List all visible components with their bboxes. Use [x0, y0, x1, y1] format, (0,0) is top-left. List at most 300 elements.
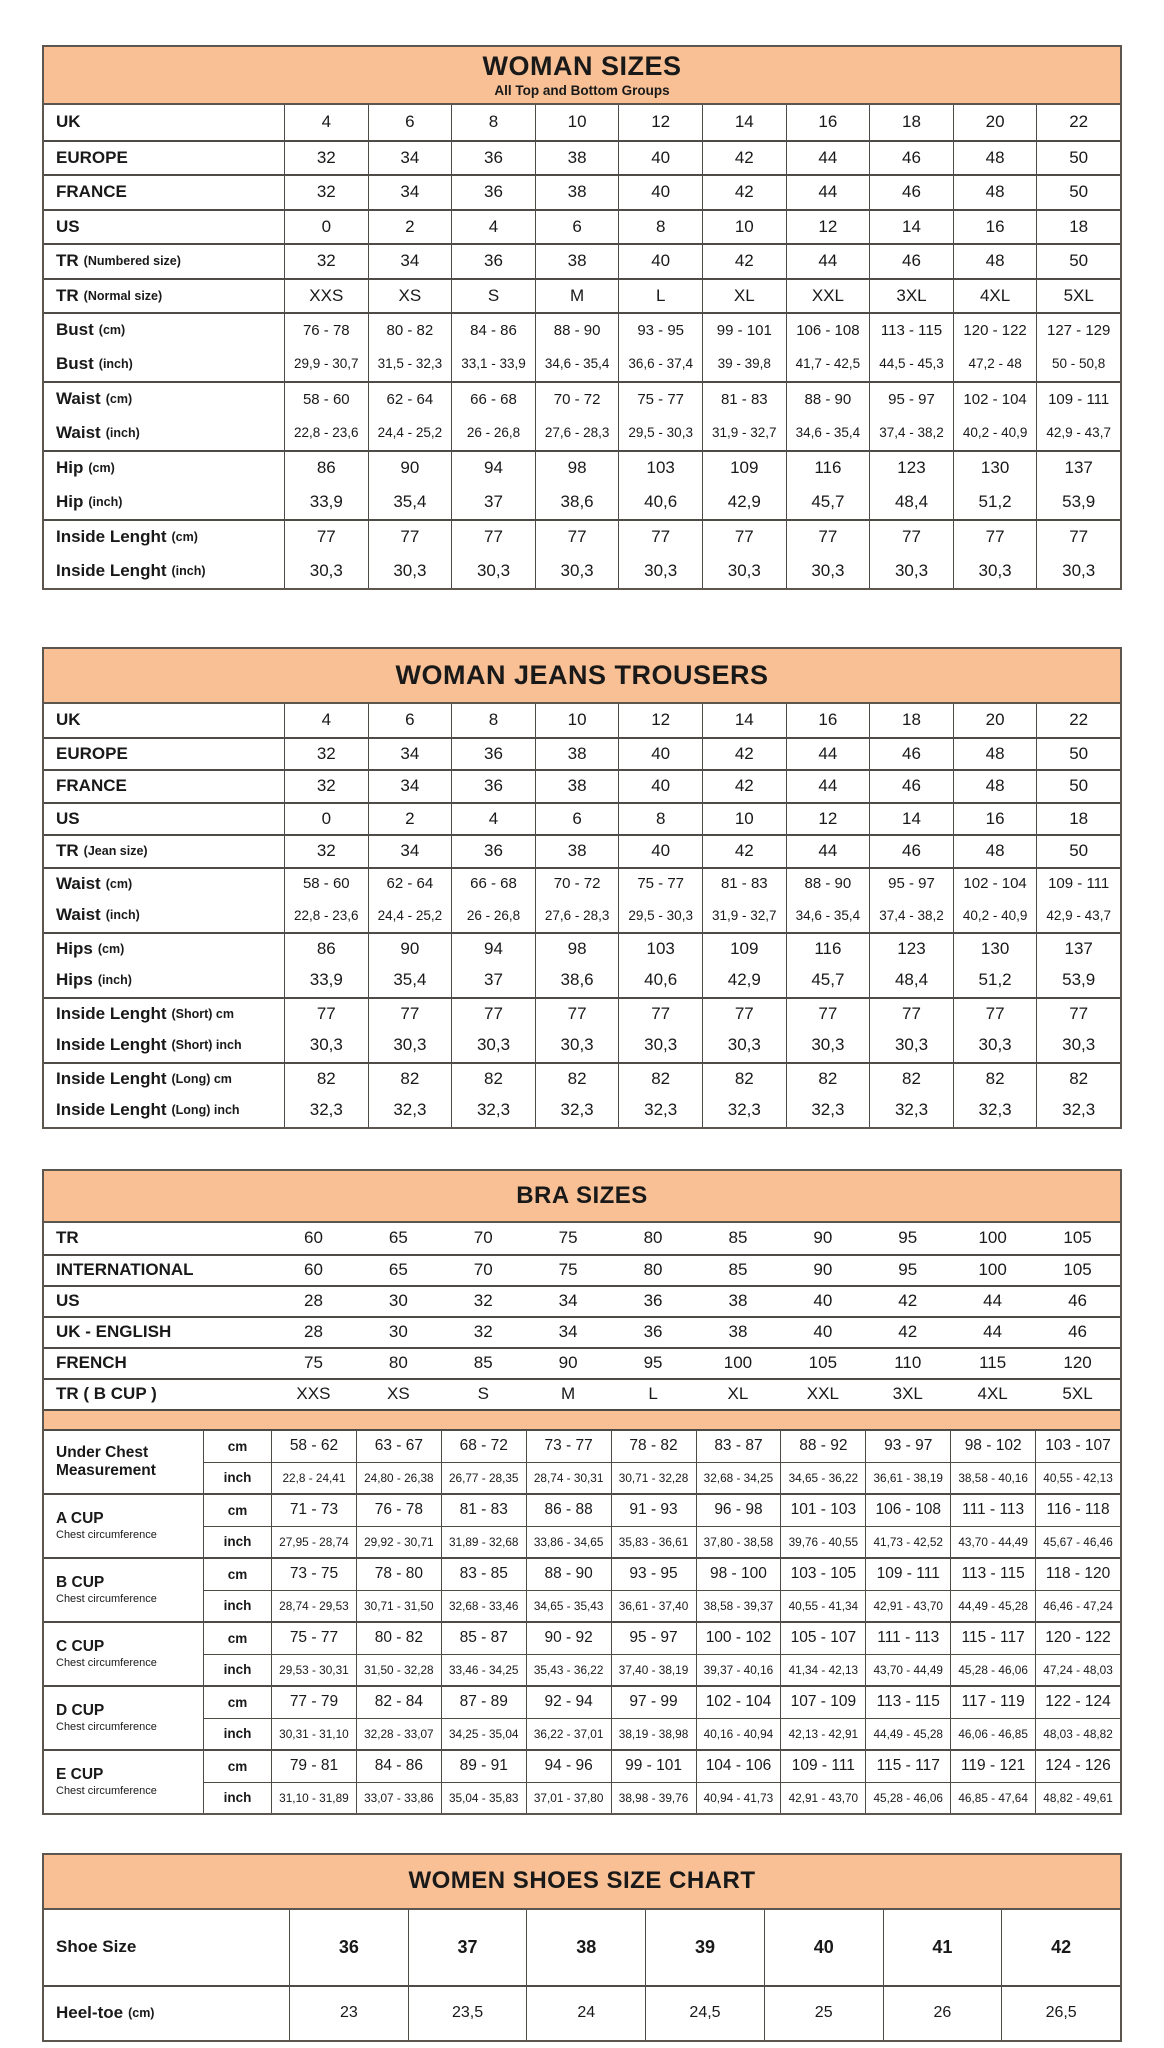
row-label-unit: (inch): [88, 494, 123, 509]
row-label-text: INTERNATIONAL: [56, 1260, 194, 1279]
value-cell: 77: [1036, 999, 1120, 1030]
row-label: [44, 1223, 271, 1254]
value-cell: 32,28 - 33,07: [356, 1718, 441, 1749]
row-label: [44, 999, 284, 1030]
value-cell: 82: [869, 1064, 953, 1095]
bra-group: [44, 1749, 1120, 1813]
value-cell: 77: [618, 521, 702, 554]
value-cell: 24,4 - 25,2: [368, 416, 452, 451]
value-cell: 33,07 - 33,86: [356, 1782, 441, 1813]
value-cell: 77: [1036, 521, 1120, 554]
value-cell: 77: [702, 999, 786, 1030]
value-cell: 95: [898, 1260, 918, 1279]
table-row: [44, 1378, 1120, 1409]
value-cell: 77: [953, 999, 1037, 1030]
value-cell: 122 - 124: [1035, 1687, 1120, 1718]
value-cell: 42: [898, 1291, 918, 1310]
value-cell: 94 - 96: [526, 1751, 611, 1782]
value-cell: 83 - 87: [696, 1431, 781, 1462]
value-cell: 109: [702, 934, 786, 965]
row-label: [44, 452, 284, 485]
value-cell: 130: [953, 452, 1037, 485]
value-cell: 47,2 - 48: [953, 347, 1037, 382]
value-cell: 88 - 90: [786, 869, 870, 900]
value-cell: 77 - 79: [271, 1687, 356, 1718]
value-cell: 53,9: [1036, 964, 1120, 997]
value-cell: 48: [953, 176, 1037, 209]
value-cell: 96 - 98: [696, 1495, 781, 1526]
value-cell: 12: [786, 804, 870, 835]
value-cell: 44: [983, 1322, 1003, 1341]
value-cell: 98: [535, 452, 619, 485]
value-cell: 42: [702, 836, 786, 867]
value-cell: 22,8 - 24,41: [271, 1462, 356, 1493]
value-cell: 12: [786, 211, 870, 244]
value-cell: 14: [702, 105, 786, 140]
value-cell: 45,7: [786, 485, 870, 520]
value-cell: 35,4: [368, 485, 452, 520]
value-cell: 97 - 99: [611, 1687, 696, 1718]
value-cell: 32: [473, 1322, 493, 1341]
value-cell: 26 - 26,8: [451, 416, 535, 451]
value-cell: 34: [368, 771, 452, 802]
value-cell: 58 - 60: [284, 383, 368, 416]
value-cell: 75 - 77: [618, 383, 702, 416]
value-cell: 44,49 - 45,28: [865, 1718, 950, 1749]
value-cell: 30,3: [702, 554, 786, 589]
unit-label: cm: [203, 1687, 271, 1718]
table-header: [44, 1855, 1120, 1910]
value-cell: 100: [978, 1228, 1007, 1247]
value-cell: 62 - 64: [368, 869, 452, 900]
value-cell: 116 - 118: [1035, 1495, 1120, 1526]
value-cell: 26,77 - 28,35: [441, 1462, 526, 1493]
value-cell: 22,8 - 23,6: [284, 899, 368, 932]
value-cell: 98 - 102: [950, 1431, 1035, 1462]
value-cell: 116: [786, 934, 870, 965]
table-row: [44, 554, 1120, 589]
row-label-text: C CUP: [56, 1637, 105, 1655]
value-cell: 88 - 90: [786, 383, 870, 416]
value-cell: 4XL: [977, 1384, 1008, 1403]
value-cell: 18: [1036, 211, 1120, 244]
value-cell: 32: [284, 142, 368, 175]
value-cell: 77: [786, 999, 870, 1030]
value-cell: 102 - 104: [953, 869, 1037, 900]
value-cell: 40: [618, 771, 702, 802]
row-label-text: Heel-toe: [56, 2003, 124, 2022]
value-cell: 77: [284, 999, 368, 1030]
value-cell: 22,8 - 23,6: [284, 416, 368, 451]
value-cell: 34: [368, 142, 452, 175]
row-label-unit: (Short) cm: [171, 1006, 234, 1021]
row-label: [44, 1495, 203, 1557]
row-label-unit: (Numbered size): [83, 254, 181, 269]
value-cell: 58 - 62: [271, 1431, 356, 1462]
value-cell: 26: [883, 1987, 1002, 2040]
row-label: [44, 1623, 203, 1685]
row-label: [44, 176, 284, 209]
value-cell: 70 - 72: [535, 383, 619, 416]
row-label: [44, 1349, 271, 1378]
table-row: [44, 1316, 1120, 1347]
row-label-text: A CUP: [56, 1509, 104, 1527]
table-row: [44, 174, 1120, 209]
table-woman-jeans-trousers: [42, 647, 1122, 1129]
value-cell: 31,89 - 32,68: [441, 1526, 526, 1557]
value-cell: 40,2 - 40,9: [953, 899, 1037, 932]
value-cell: 105: [1063, 1228, 1092, 1247]
value-cell: 46: [1068, 1322, 1087, 1341]
value-cell: 18: [1036, 804, 1120, 835]
value-cell: 40,55 - 41,34: [780, 1590, 865, 1621]
value-cell: 46: [869, 176, 953, 209]
table-body: [44, 704, 1120, 1127]
row-label-sub: Chest circumference: [56, 1592, 157, 1605]
value-cell: 92 - 94: [526, 1687, 611, 1718]
value-cell: 28,74 - 29,53: [271, 1590, 356, 1621]
value-cell: 38,6: [535, 964, 619, 997]
value-cell: 33,1 - 33,9: [451, 347, 535, 382]
value-cell: 22: [1036, 704, 1120, 737]
value-cell: 30,3: [368, 1029, 452, 1062]
value-cell: 36,6 - 37,4: [618, 347, 702, 382]
value-cell: XL: [702, 280, 786, 313]
value-cell: 24,5: [645, 1987, 764, 2040]
value-cell: 48,4: [869, 964, 953, 997]
value-cell: 30,3: [451, 554, 535, 589]
value-cell: 106 - 108: [786, 314, 870, 347]
value-cell: 87 - 89: [441, 1687, 526, 1718]
value-cell: 36,61 - 38,19: [865, 1462, 950, 1493]
value-cell: 98 - 100: [696, 1559, 781, 1590]
value-cell: 36: [451, 739, 535, 770]
value-cell: 14: [869, 804, 953, 835]
value-cell: 88 - 90: [526, 1559, 611, 1590]
value-cell: 86 - 88: [526, 1495, 611, 1526]
value-cell: 117 - 119: [950, 1687, 1035, 1718]
row-label-sub: Chest circumference: [56, 1528, 157, 1541]
value-cell: 26 - 26,8: [451, 899, 535, 932]
value-cell: 81 - 83: [702, 869, 786, 900]
value-cell: 23: [289, 1987, 408, 2040]
value-cell: 30,3: [953, 554, 1037, 589]
value-cell: 109: [702, 452, 786, 485]
value-cell: 41: [883, 1910, 1002, 1985]
value-cell: 77: [368, 999, 452, 1030]
value-cell: 30,3: [702, 1029, 786, 1062]
value-cell: 36: [451, 142, 535, 175]
value-cell: 30,3: [284, 1029, 368, 1062]
table-row: [44, 899, 1120, 932]
value-cell: 10: [702, 211, 786, 244]
value-cell: 38: [526, 1910, 645, 1985]
value-cell: 48: [953, 836, 1037, 867]
row-label-text: Inside Lenght: [56, 560, 167, 580]
row-label-text: EUROPE: [56, 743, 128, 763]
value-cell: 130: [953, 934, 1037, 965]
table-row: [44, 209, 1120, 244]
value-cell: 82: [451, 1064, 535, 1095]
row-label: [44, 1559, 203, 1621]
value-cell: 51,2: [953, 485, 1037, 520]
value-cell: 77: [284, 521, 368, 554]
value-cell: 30,31 - 31,10: [271, 1718, 356, 1749]
value-cell: 42: [1001, 1910, 1120, 1985]
row-label-unit: (cm): [88, 461, 115, 476]
row-label-text: Inside Lenght: [56, 527, 167, 547]
row-label: [44, 836, 284, 867]
value-cell: 33,9: [284, 485, 368, 520]
value-cell: 60: [303, 1260, 323, 1279]
value-cell: 6: [368, 704, 452, 737]
value-cell: 105 - 107: [780, 1623, 865, 1654]
value-cell: 12: [618, 704, 702, 737]
value-cell: 32,3: [1036, 1094, 1120, 1127]
table-row: [44, 704, 1120, 737]
value-cell: 90: [813, 1260, 833, 1279]
value-cell: 42,9: [702, 964, 786, 997]
value-cell: 93 - 95: [611, 1559, 696, 1590]
value-cell: 50: [1036, 245, 1120, 278]
row-label: [44, 211, 284, 244]
value-cell: 50: [1036, 771, 1120, 802]
row-label-text: Bust: [56, 353, 94, 373]
value-cell: 39,37 - 40,16: [696, 1654, 781, 1685]
value-cell: 40,94 - 41,73: [696, 1782, 781, 1813]
row-label-text: Waist: [56, 389, 101, 409]
value-cell: 105: [808, 1353, 838, 1372]
bra-group: [44, 1557, 1120, 1621]
value-cell: 82: [786, 1064, 870, 1095]
value-cell: 94: [451, 934, 535, 965]
value-cell: 41,34 - 42,13: [780, 1654, 865, 1685]
value-cell: 42: [702, 739, 786, 770]
value-cell: 116: [786, 452, 870, 485]
table-body: [44, 1910, 1120, 2040]
value-cell: 50: [1036, 142, 1120, 175]
value-cell: 31,9 - 32,7: [702, 416, 786, 451]
value-cell: 93 - 97: [865, 1431, 950, 1462]
row-label-text: Hip: [56, 458, 84, 478]
value-cell: XXS: [284, 280, 368, 313]
value-cell: 123: [869, 452, 953, 485]
value-cell: 42: [702, 245, 786, 278]
row-label: [44, 416, 284, 451]
value-cell: 38: [535, 176, 619, 209]
value-cell: 65: [388, 1260, 408, 1279]
value-cell: 86: [284, 452, 368, 485]
value-cell: 41,73 - 42,52: [865, 1526, 950, 1557]
table-row: [44, 997, 1120, 1030]
value-cell: 31,9 - 32,7: [702, 899, 786, 932]
value-cell: 100 - 102: [696, 1623, 781, 1654]
value-cell: 40: [813, 1291, 833, 1310]
value-cell: 62 - 64: [368, 383, 452, 416]
value-cell: 18: [869, 105, 953, 140]
value-cell: 48,4: [869, 485, 953, 520]
value-cell: 40,6: [618, 485, 702, 520]
value-cell: 89 - 91: [441, 1751, 526, 1782]
value-cell: 99 - 101: [702, 314, 786, 347]
table-row: [44, 243, 1120, 278]
value-cell: 50: [1036, 739, 1120, 770]
value-cell: 30,71 - 32,28: [611, 1462, 696, 1493]
value-cell: 14: [702, 704, 786, 737]
value-cell: 46,06 - 46,85: [950, 1718, 1035, 1749]
row-label-text: E CUP: [56, 1765, 104, 1783]
table-row: [44, 964, 1120, 997]
row-label-unit: (inch): [98, 356, 133, 371]
value-cell: 28,74 - 30,31: [526, 1462, 611, 1493]
value-cell: 42: [898, 1322, 918, 1341]
value-cell: 40,6: [618, 964, 702, 997]
value-cell: 77: [535, 521, 619, 554]
value-cell: 106 - 108: [865, 1495, 950, 1526]
value-cell: 44: [983, 1291, 1003, 1310]
value-cell: 84 - 86: [356, 1751, 441, 1782]
row-label-text: Inside Lenght: [56, 1100, 167, 1120]
value-cell: 14: [869, 211, 953, 244]
row-label-unit: (Long) cm: [171, 1071, 232, 1086]
value-cell: 20: [953, 105, 1037, 140]
table-row: [44, 381, 1120, 416]
table-header: [44, 1171, 1120, 1223]
bra-group: [44, 1685, 1120, 1749]
row-label: [44, 314, 284, 347]
value-cell: 34,6 - 35,4: [786, 899, 870, 932]
value-cell: 77: [786, 521, 870, 554]
value-cell: 85: [473, 1353, 493, 1372]
value-cell: 26,5: [1001, 1987, 1120, 2040]
value-cell: M: [561, 1384, 576, 1403]
value-cell: 70: [473, 1228, 493, 1247]
value-cell: 111 - 113: [950, 1495, 1035, 1526]
value-cell: 42,9 - 43,7: [1036, 416, 1120, 451]
value-cell: 45,67 - 46,46: [1035, 1526, 1120, 1557]
value-cell: 124 - 126: [1035, 1751, 1120, 1782]
value-cell: 50: [1036, 176, 1120, 209]
value-cell: 77: [953, 521, 1037, 554]
table-bra-sizes: [42, 1169, 1122, 1815]
value-cell: 109 - 111: [780, 1751, 865, 1782]
value-cell: 32: [284, 245, 368, 278]
value-cell: 42: [702, 771, 786, 802]
value-cell: 75 - 77: [271, 1623, 356, 1654]
value-cell: 46: [869, 739, 953, 770]
value-cell: 109 - 111: [865, 1559, 950, 1590]
row-label: [44, 1318, 271, 1347]
value-cell: 42: [702, 176, 786, 209]
row-label: [44, 934, 284, 965]
row-label-text: Hips: [56, 938, 93, 958]
value-cell: 46,46 - 47,24: [1035, 1590, 1120, 1621]
value-cell: 80: [388, 1353, 408, 1372]
value-cell: 44: [786, 771, 870, 802]
value-cell: 37,4 - 38,2: [869, 899, 953, 932]
value-cell: 6: [535, 211, 619, 244]
value-cell: 30,71 - 31,50: [356, 1590, 441, 1621]
value-cell: 27,6 - 28,3: [535, 899, 619, 932]
value-cell: 95 - 97: [869, 383, 953, 416]
value-cell: 77: [869, 999, 953, 1030]
table-row: [44, 416, 1120, 451]
value-cell: 29,53 - 30,31: [271, 1654, 356, 1685]
value-cell: 32: [284, 176, 368, 209]
value-cell: 2: [368, 211, 452, 244]
value-cell: 50 - 50,8: [1036, 347, 1120, 382]
value-cell: 75 - 77: [618, 869, 702, 900]
unit-label: cm: [203, 1623, 271, 1654]
value-cell: 30,3: [535, 554, 619, 589]
row-label: [44, 739, 284, 770]
table-row: [44, 1062, 1120, 1095]
value-cell: 90 - 92: [526, 1623, 611, 1654]
row-label-text: Waist: [56, 422, 101, 442]
value-cell: 80 - 82: [356, 1623, 441, 1654]
row-label: [44, 899, 284, 932]
value-cell: 80: [643, 1260, 663, 1279]
unit-label: inch: [203, 1526, 271, 1557]
value-cell: 82 - 84: [356, 1687, 441, 1718]
value-cell: 25: [764, 1987, 883, 2040]
value-cell: 30: [388, 1291, 408, 1310]
value-cell: 68 - 72: [441, 1431, 526, 1462]
row-label-text: Bust: [56, 320, 94, 340]
value-cell: 16: [953, 211, 1037, 244]
table-row: [44, 769, 1120, 802]
value-cell: 34: [368, 836, 452, 867]
value-cell: XXS: [296, 1384, 331, 1403]
row-label: [44, 485, 284, 520]
value-cell: 30,3: [786, 1029, 870, 1062]
row-label: [44, 280, 284, 313]
value-cell: 77: [451, 521, 535, 554]
value-cell: 90: [368, 934, 452, 965]
value-cell: 20: [953, 704, 1037, 737]
value-cell: 23,5: [408, 1987, 527, 2040]
row-label-text: UK: [56, 112, 81, 132]
row-label-text: Shoe Size: [56, 1937, 137, 1956]
value-cell: 78 - 82: [611, 1431, 696, 1462]
value-cell: 10: [535, 105, 619, 140]
value-cell: 120 - 122: [1035, 1623, 1120, 1654]
value-cell: 100: [723, 1353, 753, 1372]
table-row: [44, 1029, 1120, 1062]
table-row: [44, 737, 1120, 770]
value-cell: 48: [953, 142, 1037, 175]
row-label-unit: (Jean size): [83, 844, 148, 859]
value-cell: 30,3: [953, 1029, 1037, 1062]
row-label: [44, 869, 284, 900]
value-cell: 32,68 - 33,46: [441, 1590, 526, 1621]
value-cell: 32,68 - 34,25: [696, 1462, 781, 1493]
value-cell: 42,91 - 43,70: [865, 1590, 950, 1621]
value-cell: 75: [558, 1228, 578, 1247]
value-cell: 38,19 - 38,98: [611, 1718, 696, 1749]
unit-label: inch: [203, 1718, 271, 1749]
value-cell: 63 - 67: [356, 1431, 441, 1462]
value-cell: 40: [618, 142, 702, 175]
value-cell: 102 - 104: [953, 383, 1037, 416]
value-cell: 28: [303, 1322, 323, 1341]
value-cell: 88 - 92: [780, 1431, 865, 1462]
value-cell: 45,28 - 46,06: [950, 1654, 1035, 1685]
value-cell: 44: [786, 836, 870, 867]
value-cell: 30,3: [869, 554, 953, 589]
value-cell: 38: [728, 1291, 748, 1310]
value-cell: 73 - 75: [271, 1559, 356, 1590]
